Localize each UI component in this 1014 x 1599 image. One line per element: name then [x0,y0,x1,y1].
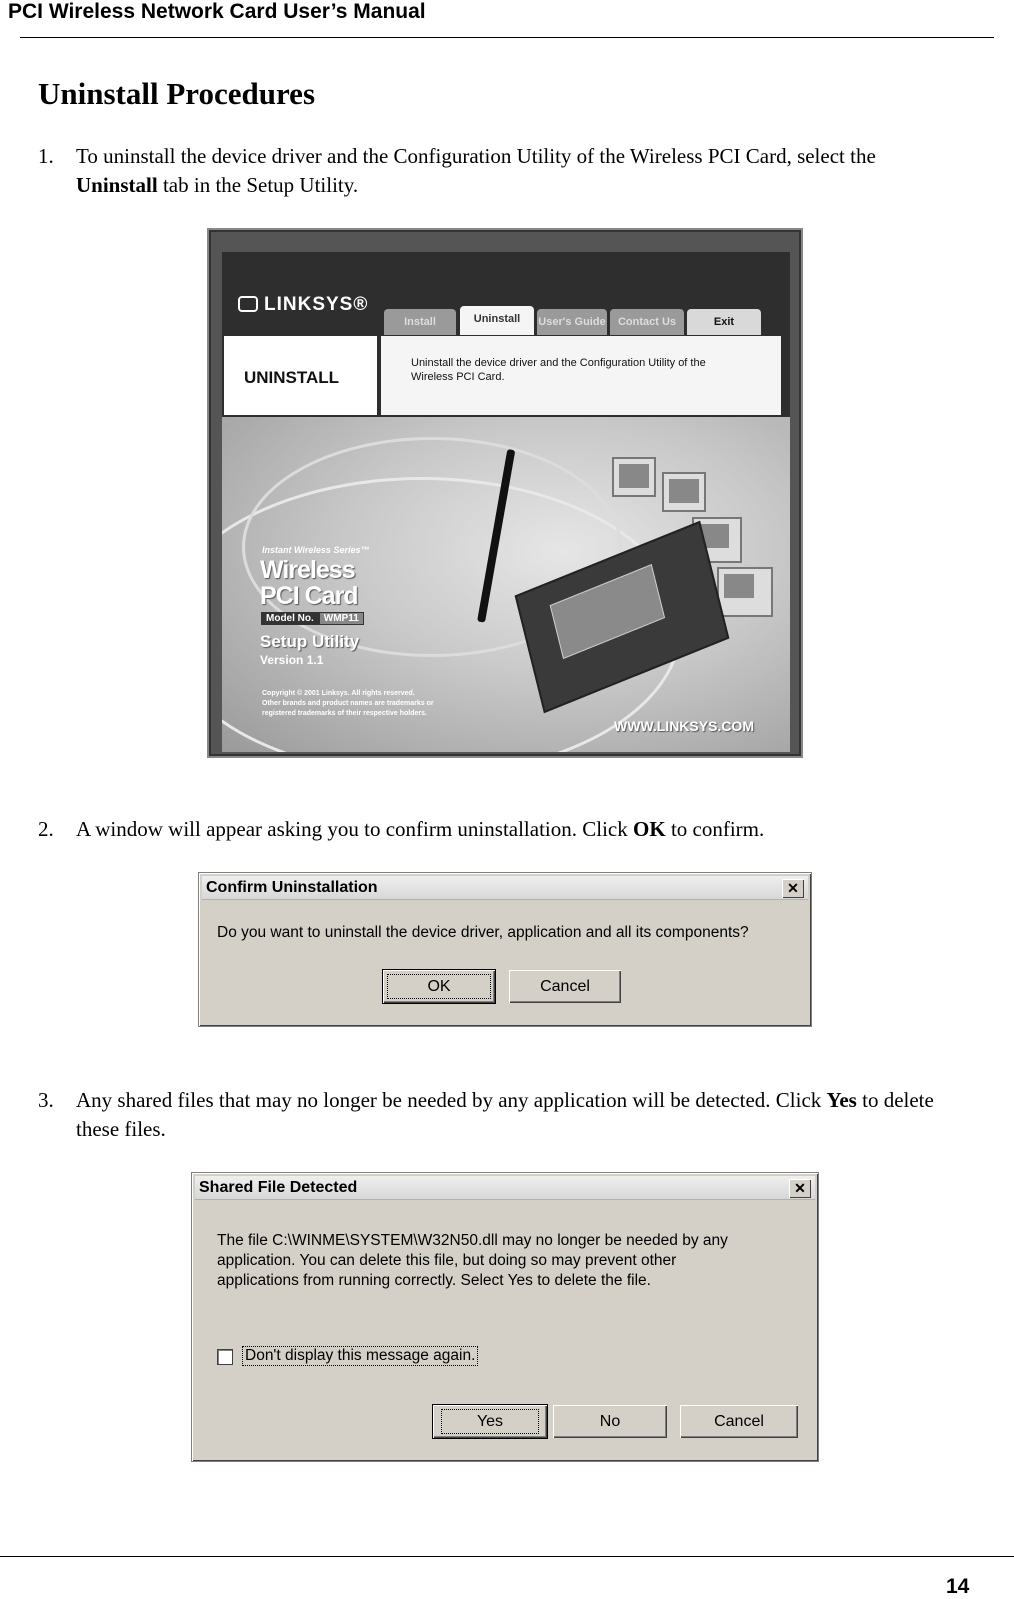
cancel-button[interactable]: Cancel [680,1405,798,1438]
close-icon[interactable]: ✕ [789,1179,811,1198]
setup-utility-name: Setup Utility [260,632,360,651]
product-series: Instant Wireless Series™ [262,545,370,555]
step-number: 3. [38,1088,54,1112]
dialog-titlebar [195,1176,815,1200]
linksys-logo: LINKSYS® [238,294,368,316]
step-text: To uninstall the device driver and the Configuration Utility of the Wireless PCI Card, select the Uninstall tab in the Setup Utility. [76,144,876,197]
tab-uninstall[interactable]: Uninstall [460,306,534,335]
dialog-title: Confirm Uninstallation [206,879,378,896]
monitor-icon [717,567,773,617]
step-number: 1. [38,144,54,168]
tab-exit[interactable]: Exit [687,309,761,335]
close-icon[interactable]: ✕ [782,879,804,898]
panel-label: UNINSTALL [224,336,377,415]
dialog-message: The file C:\WINME\SYSTEM\W32N50.dll may no longer be needed by any application. You can delete this file, but doing so may prevent other applications from running correctly. Select Yes to delete the file. [217,1232,728,1289]
page-number: 14 [946,1575,970,1598]
yes-button[interactable]: Yes [433,1405,547,1438]
product-name: Wireless PCI Card [260,556,358,610]
panel-description: Uninstall the device driver and the Configuration Utility of the Wireless PCI Card. [381,336,781,415]
step-number: 2. [38,817,54,841]
section-title: Uninstall Procedures [38,76,316,111]
cancel-button[interactable]: Cancel [509,970,621,1003]
version-label: Version 1.1 [260,653,324,667]
product-artwork [222,417,790,752]
dialog-title: Shared File Detected [199,1179,358,1196]
no-button[interactable]: No [553,1405,667,1438]
tab-contact-us[interactable]: Contact Us [610,309,684,335]
step-text: Any shared files that may no longer be needed by any application will be detected. Click Yes to delete these files. [76,1088,934,1141]
tab-users-guide[interactable]: User's Guide [537,309,607,335]
setup-header [222,252,790,417]
header-divider [20,37,994,38]
copyright-notice: Copyright © 2001 Linksys. All rights reserved. Other brands and product names are trademarks or registered trademarks of their respective holders. [262,690,434,717]
confirm-uninstall-dialog [198,872,812,1027]
setup-utility-panel [222,252,790,752]
step-1 [38,142,938,200]
website-url: WWW.LINKSYS.COM [614,718,754,734]
monitor-icon [662,472,706,512]
setup-utility-window [207,228,803,758]
manual-header-title: PCI Wireless Network Card User’s Manual [8,0,426,23]
tab-install[interactable]: Install [384,309,456,335]
monitor-icon [612,457,656,497]
linksys-logo-icon [238,296,258,312]
footer-divider [0,1556,1014,1557]
dont-show-again-label[interactable]: Don't display this message again. [245,1347,476,1364]
pc-card-module [550,564,665,659]
step-text: A window will appear asking you to confirm uninstallation. Click OK to confirm. [76,817,765,841]
ok-button[interactable]: OK [383,970,495,1003]
model-number: Model No. WMP11 [261,612,364,625]
dialog-message: Do you want to uninstall the device driver, application and all its components? [217,924,749,941]
dont-show-again-checkbox[interactable] [217,1349,233,1365]
step-2 [38,815,938,844]
shared-file-dialog [191,1172,819,1462]
step-3 [38,1086,978,1144]
dialog-titlebar [202,876,808,900]
